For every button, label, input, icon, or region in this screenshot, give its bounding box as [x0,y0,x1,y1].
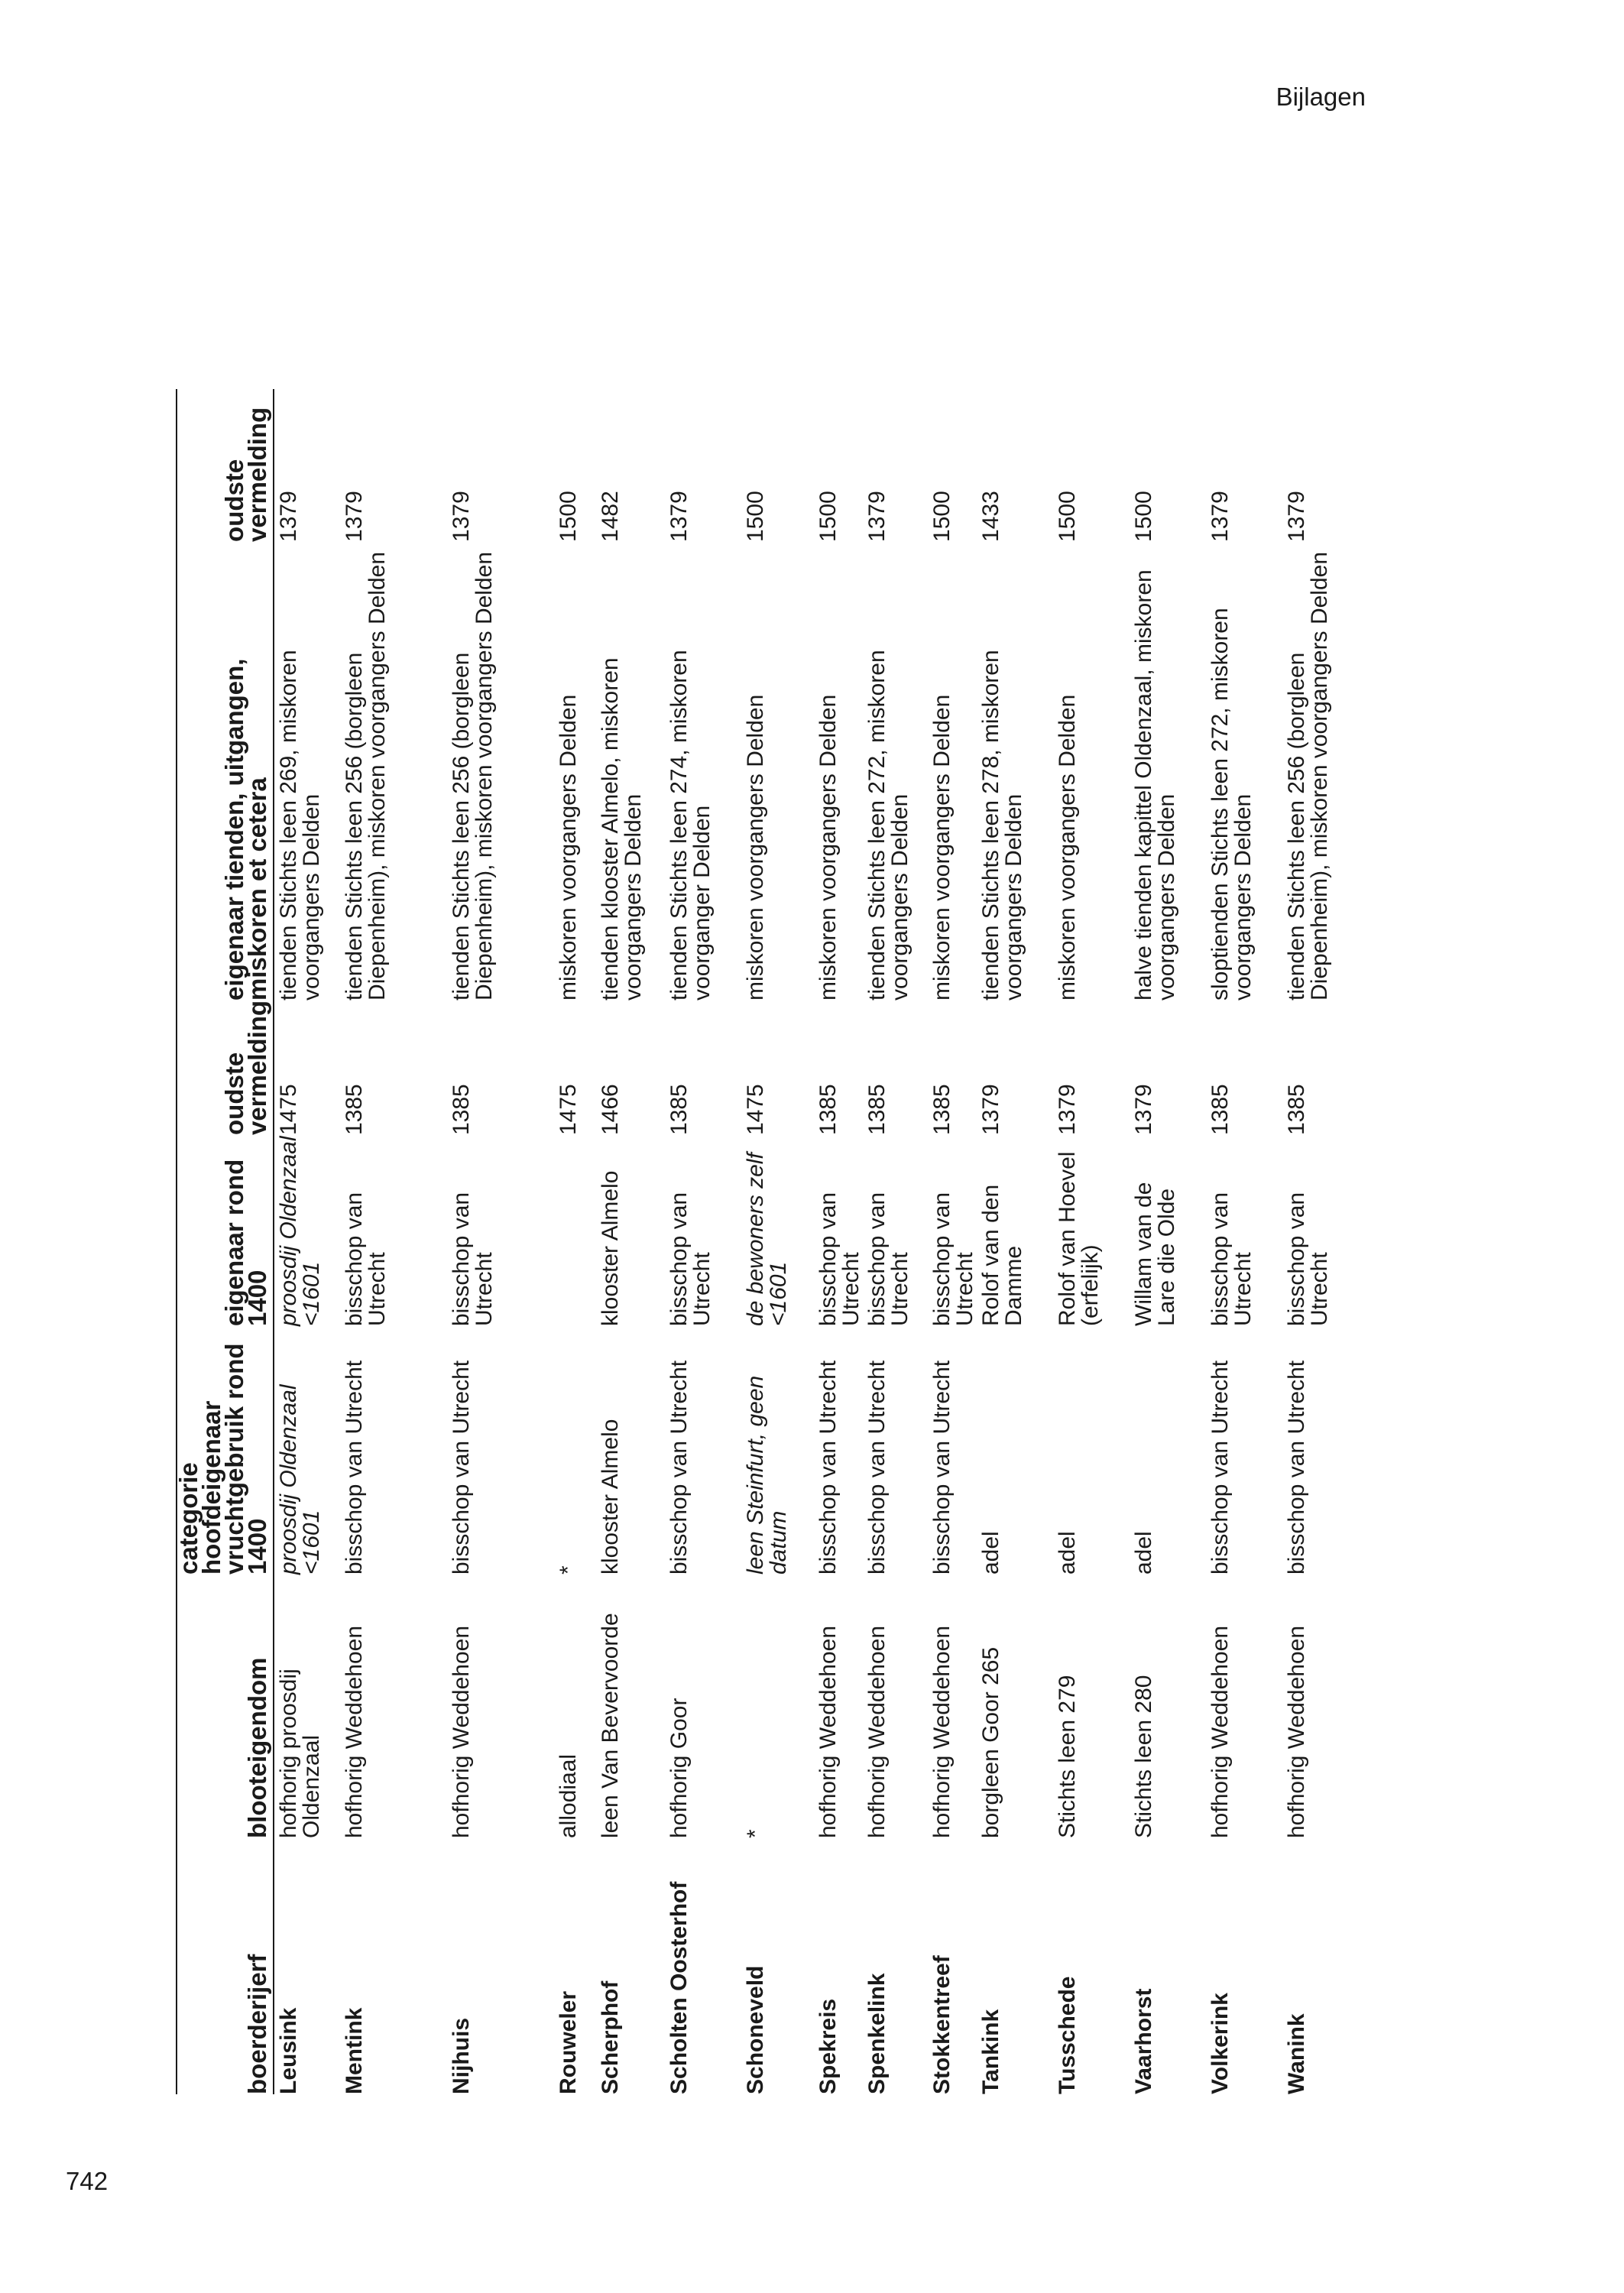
cell-v1: 1475 [743,1084,768,1135]
cell-v2: 1433 [978,491,1003,542]
cell-farm: Tankink [978,2009,1003,2094]
cell-v1: 1385 [1284,1084,1309,1135]
cell-farm: Wanink [1284,2013,1309,2094]
cell-bloot: * [743,1829,768,1838]
cell-farm: Spenkelink [864,1973,890,2094]
table-row [1206,389,1282,2094]
cell-farm: Nijhuis [449,2017,474,2094]
cell-eig [554,1135,596,1326]
cell-eig: proosdij Oldenzaal <1601 [276,1136,324,1326]
cell-tienden: tienden Stichts leen 269, miskoren voorgangers Delden [276,650,324,1001]
cell-farm: Scherphof [598,1980,623,2094]
cell-v1: 1385 [1207,1084,1233,1135]
cell-v1: 1385 [815,1084,841,1135]
cell-cat: bisschop van Utrecht [342,1360,367,1575]
cell-bloot: hofhorig Goor [666,1698,692,1838]
cell-farm: Leusink [276,2007,301,2094]
cell-tienden: tienden Stichts leen 256 (borgleen Diepenheim), miskoren voorgangers Delden [1284,551,1332,1001]
col-header-tienden: eigenaar tienden, uitgangen, miskoren et cetera [177,542,274,1001]
table-row [928,389,977,2094]
table-row [1053,389,1130,2094]
cell-v1: 1466 [598,1084,623,1135]
cell-bloot: hofhorig Weddehoen [929,1626,955,1838]
table-row [1282,389,1389,2094]
cell-tienden: miskoren voorgangers Delden [929,694,955,1001]
table-row [1130,389,1206,2094]
cell-cat: bisschop van Utrecht [815,1360,841,1575]
cell-tienden: tienden Stichts leen 274, miskoren voorganger Delden [666,650,715,1001]
cell-v2: 1379 [1284,491,1309,542]
cell-tienden: miskoren voorgangers Delden [815,694,841,1001]
cell-v1: 1379 [1055,1084,1080,1135]
cell-bloot: Stichts leen 280 [1131,1675,1156,1838]
cell-tienden: tienden klooster Almelo, miskoren voorgangers Delden [598,657,646,1001]
table-row [340,389,447,2094]
cell-cat: adel [978,1531,1003,1575]
cell-tienden: miskoren voorgangers Delden [556,694,581,1001]
col-header-blooteigendom: blooteigendom [177,1575,274,1838]
cell-eig: bisschop van Utrecht [815,1192,864,1326]
col-header-oudste-vermelding-2: oudste vermelding [177,389,274,542]
col-header-boerderijerf: boerderijerf [177,1838,274,2094]
table-row [596,389,665,2094]
cell-v1: 1379 [978,1084,1003,1135]
cell-v2: 1379 [449,491,474,542]
cell-cat: bisschop van Utrecht [666,1360,692,1575]
rotated-table-container [176,0,1429,2094]
cell-cat: bisschop van Utrecht [864,1360,890,1575]
cell-cat: bisschop van Utrecht [449,1360,474,1575]
cell-v1: 1385 [449,1084,474,1135]
table-row [665,389,741,2094]
cell-eig: bisschop van Utrecht [449,1192,497,1326]
table-row [741,389,814,2094]
cell-eig: de bewoners zelf <1601 [743,1153,791,1326]
col-header-oudste-vermelding-1: oudste vermelding [177,1001,274,1135]
cell-v2: 1500 [743,491,768,542]
cell-farm: Schoneveld [743,1965,768,2094]
cell-eig: Willam van de Lare die Olde [1131,1182,1179,1326]
cell-bloot: allodiaal [556,1753,581,1838]
cell-farm: Stokkentreef [929,1955,955,2094]
cell-eig: bisschop van Utrecht [666,1192,715,1326]
cell-tienden: halve tienden kapittel Oldenzaal, miskoren voorgangers Delden [1131,569,1179,1001]
cell-bloot: borgleen Goor 265 [978,1646,1003,1838]
cell-farm: Tusschede [1055,1976,1080,2094]
cell-farm: Scholten Oosterhof [666,1881,692,2094]
cell-v2: 1379 [1207,491,1233,542]
data-table [176,389,1389,2094]
cell-cat: leen Steinfurt, geen datum [743,1375,791,1575]
cell-v1: 1475 [556,1084,581,1135]
cell-eig: bisschop van Utrecht [1207,1192,1256,1326]
cell-v1: 1385 [929,1084,955,1135]
cell-cat: proosdij Oldenzaal <1601 [276,1384,324,1575]
table-row [814,389,863,2094]
cell-v2: 1500 [556,491,581,542]
cell-v1: 1385 [864,1084,890,1135]
cell-v2: 1379 [276,491,301,542]
cell-eig: bisschop van Utrecht [864,1192,912,1326]
cell-bloot: hofhorig Weddehoen [342,1626,367,1838]
cell-bloot: hofhorig proosdij Oldenzaal [276,1669,324,1838]
running-header: Bijlagen [1276,83,1366,111]
cell-farm: Rouweler [556,1990,581,2094]
cell-tienden: miskoren voorgangers Delden [743,694,768,1001]
cell-v2: 1500 [1131,491,1156,542]
cell-v2: 1379 [864,491,890,542]
cell-tienden: tienden Stichts leen 256 (borgleen Diepenheim), miskoren voorgangers Delden [342,551,390,1001]
cell-bloot: Stichts leen 279 [1055,1675,1080,1838]
cell-eig: bisschop van Utrecht [929,1192,977,1326]
cell-farm: Volkerink [1207,1993,1233,2094]
cell-eig: bisschop van Utrecht [1284,1192,1332,1326]
cell-bloot: hofhorig Weddehoen [864,1626,890,1838]
cell-farm: Spekreis [815,1998,841,2094]
cell-eig: bisschop van Utrecht [342,1192,390,1326]
cell-v1: 1385 [342,1084,367,1135]
cell-v2: 1500 [815,491,841,542]
cell-eig: Rolof van den Damme [978,1184,1026,1326]
cell-tienden: tienden Stichts leen 272, miskoren voorgangers Delden [864,650,912,1001]
col-header-categorie: categorie hoofdeigenaar vruchtgebruik rond 1400 [177,1326,274,1575]
cell-farm: Vaarhorst [1131,1988,1156,2094]
cell-v2: 1379 [666,491,692,542]
cell-v2: 1379 [342,491,367,542]
table-row [863,389,928,2094]
cell-bloot: hofhorig Weddehoen [1207,1626,1233,1838]
table-row [977,389,1053,2094]
cell-bloot: hofhorig Weddehoen [1284,1626,1309,1838]
cell-eig: klooster Almelo [598,1170,623,1326]
cell-tienden: sloptienden Stichts leen 272, miskoren voorgangers Delden [1207,608,1256,1001]
page-number: 742 [66,2167,109,2195]
cell-tienden: miskoren voorgangers Delden [1055,694,1080,1001]
cell-v2: 1500 [1055,491,1080,542]
cell-tienden: tienden Stichts leen 256 (borgleen Diepenheim), miskoren voorgangers Delden [449,551,497,1001]
col-header-eigenaar: eigenaar rond 1400 [177,1135,274,1326]
cell-cat: bisschop van Utrecht [929,1360,955,1575]
cell-cat: adel [1055,1531,1080,1575]
cell-eig: Rolof van Hoevel (erfelijk) [1055,1151,1103,1326]
cell-cat: bisschop van Utrecht [1207,1360,1233,1575]
cell-v1: 1379 [1131,1084,1156,1135]
cell-v1: 1475 [276,1084,301,1135]
cell-cat: klooster Almelo [598,1419,623,1575]
cell-farm: Mentink [342,2007,367,2094]
cell-tienden: tienden Stichts leen 278, miskoren voorgangers Delden [978,650,1026,1001]
cell-cat: * [556,1565,581,1575]
cell-v2: 1482 [598,491,623,542]
cell-bloot: hofhorig Weddehoen [815,1626,841,1838]
table-row [447,389,554,2094]
cell-bloot: leen Van Bevervoorde [598,1613,623,1838]
table-row [274,389,340,2094]
cell-v1: 1385 [666,1084,692,1135]
cell-bloot: hofhorig Weddehoen [449,1626,474,1838]
cell-cat: adel [1131,1531,1156,1575]
cell-cat: bisschop van Utrecht [1284,1360,1309,1575]
table-row [554,389,596,2094]
cell-v2: 1500 [929,491,955,542]
table-header-row [177,389,274,2094]
